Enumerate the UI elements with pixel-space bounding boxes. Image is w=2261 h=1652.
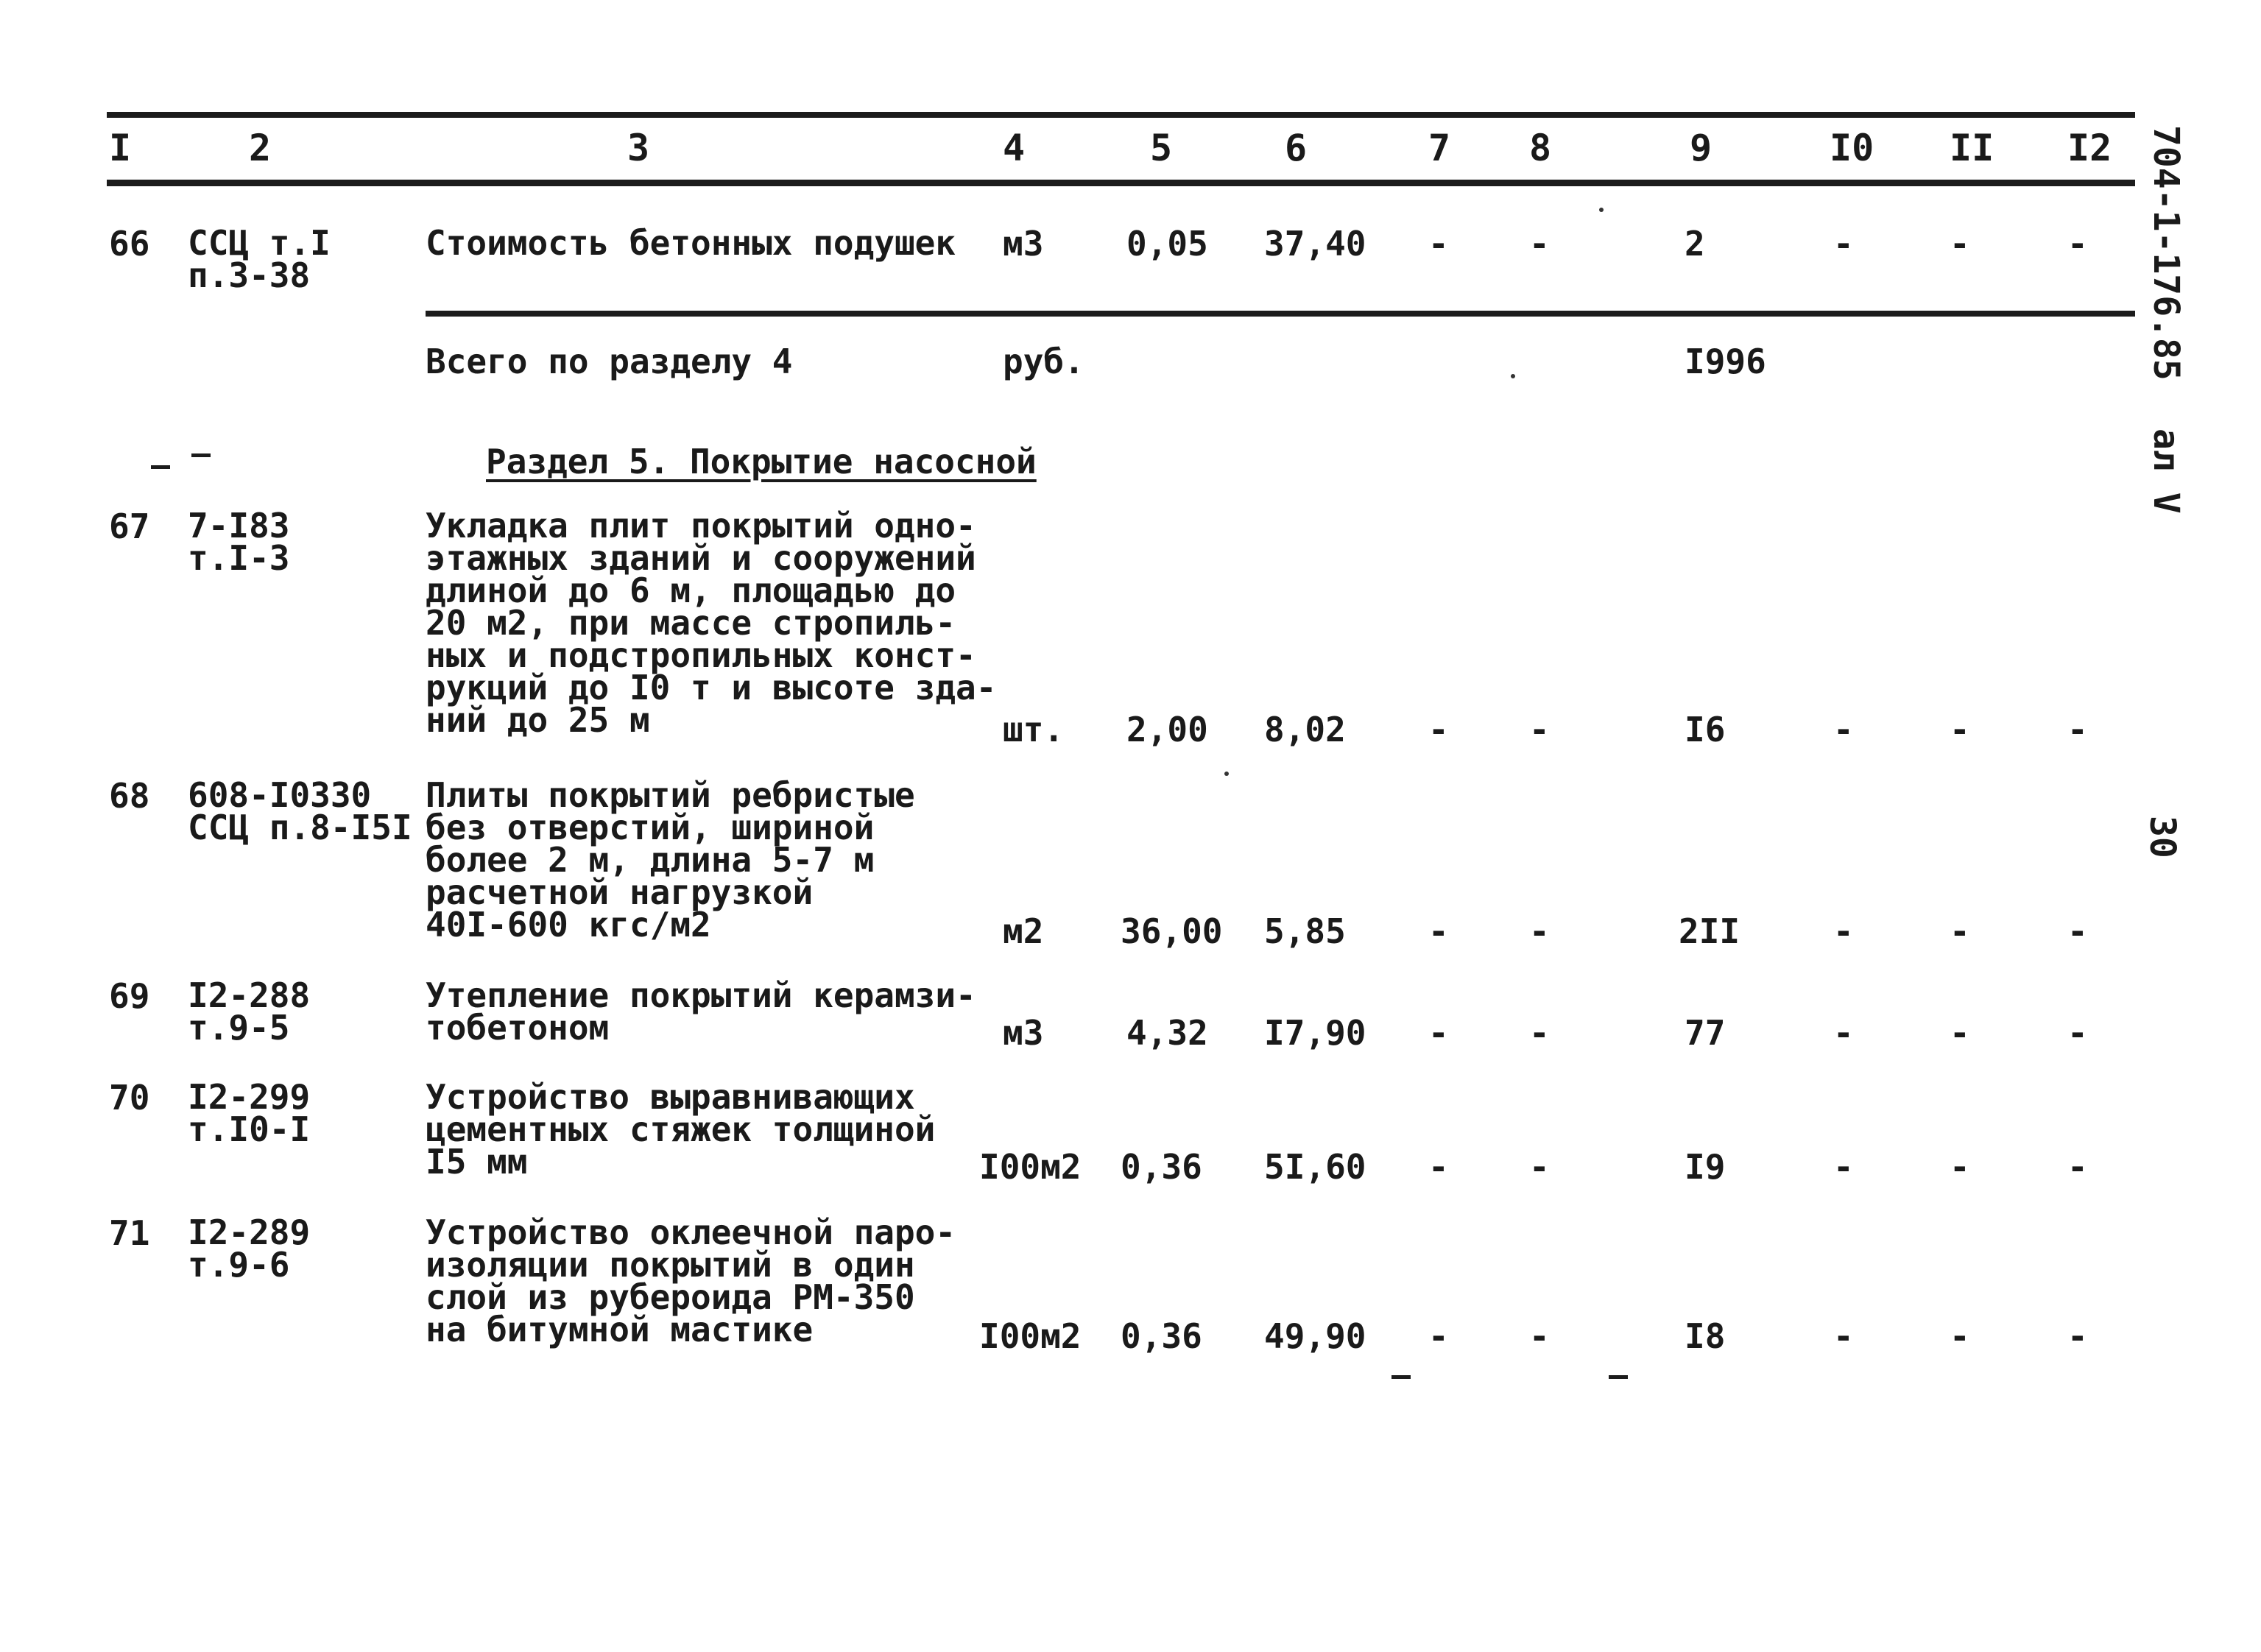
table-top-rule	[107, 112, 2135, 118]
row-qty: 4,32	[1126, 1013, 1208, 1053]
row-number: 68	[109, 776, 150, 816]
row-col8: -	[1529, 710, 1550, 749]
row-col7: -	[1428, 1147, 1449, 1187]
row-total: I6	[1685, 710, 1726, 749]
row-col11: -	[1950, 224, 1970, 264]
row-name: Утепление покрытий керамзи- тобетоном	[426, 975, 976, 1048]
row-col7: -	[1428, 710, 1449, 749]
row-unit: I00м2	[979, 1316, 1082, 1356]
row-number: 66	[109, 224, 150, 264]
row-col10: -	[1833, 911, 1854, 951]
document-stamp: 704-1-176.85	[2145, 125, 2187, 381]
row-col8: -	[1529, 224, 1550, 264]
subtotal-label: Всего по разделу 4	[426, 342, 793, 381]
row-col10: -	[1833, 1316, 1854, 1356]
row-col10: -	[1833, 1147, 1854, 1187]
row-col7: -	[1428, 224, 1449, 264]
row-qty: 0,05	[1126, 224, 1208, 264]
col-header-1: I	[109, 127, 132, 169]
row-unit: м3	[1003, 224, 1044, 264]
row-col11: -	[1950, 1147, 1970, 1187]
row-col8: -	[1529, 1147, 1550, 1187]
row-qty: 36,00	[1121, 911, 1223, 951]
row-col11: -	[1950, 1013, 1970, 1053]
row-col7: -	[1428, 1316, 1449, 1356]
scan-speck	[1599, 208, 1604, 212]
row-name: Плиты покрытий ребристые без отверстий, шириной более 2 м, длина 5-7 м расчетной нагрузкой 40I-600 кгс/м2	[426, 775, 915, 945]
col-header-2: 2	[249, 127, 272, 169]
scan-mark	[1391, 1375, 1411, 1379]
row-price: I7,90	[1264, 1013, 1366, 1053]
col-header-9: 9	[1690, 127, 1712, 169]
row-qty: 0,36	[1121, 1316, 1202, 1356]
row-col10: -	[1833, 1013, 1854, 1053]
row-col8: -	[1529, 1316, 1550, 1356]
row-col11: -	[1950, 710, 1970, 749]
row-col12: -	[2067, 1316, 2088, 1356]
section-title: Раздел 5. Покрытие насосной	[486, 442, 1037, 481]
row-name: Устройство выравнивающих цементных стяжек толщиной I5 мм	[426, 1077, 936, 1182]
row-total: 2	[1685, 224, 1705, 264]
row-code: I2-288 т.9-5	[188, 975, 311, 1048]
row-code: 7-I83 т.I-3	[188, 506, 290, 578]
scan-speck	[1511, 374, 1515, 378]
row-col12: -	[2067, 1013, 2088, 1053]
row-col11: -	[1950, 1316, 1970, 1356]
col-header-3: 3	[627, 127, 650, 169]
scan-mark	[1609, 1375, 1628, 1379]
row-name: Укладка плит покрытий одно- этажных зданий и сооружений длиной до 6 м, площадью до 20 м2, при массе стропиль- ных и подстропильных конст- рукций до I0 т и высоте зда- ний до 25 м	[426, 506, 997, 740]
scan-mark	[191, 453, 211, 457]
col-header-5: 5	[1150, 127, 1173, 169]
row-col7: -	[1428, 911, 1449, 951]
row-number: 70	[109, 1078, 150, 1118]
album-mark: ал V	[2145, 428, 2187, 514]
row-price: 5,85	[1264, 911, 1346, 951]
row-col12: -	[2067, 1147, 2088, 1187]
subtotal-rule	[426, 311, 2135, 317]
row-number: 71	[109, 1213, 150, 1253]
row-col12: -	[2067, 224, 2088, 264]
row-total: I9	[1685, 1147, 1726, 1187]
col-header-11: II	[1950, 127, 1994, 169]
row-code: 608-I0330 ССЦ п.8-I5I	[188, 775, 412, 847]
row-col10: -	[1833, 224, 1854, 264]
row-qty: 2,00	[1126, 710, 1208, 749]
row-name: Стоимость бетонных подушек	[426, 223, 956, 263]
row-price: 8,02	[1264, 710, 1346, 749]
row-code: ССЦ т.I п.3-38	[188, 223, 331, 295]
page-number: 30	[2142, 816, 2183, 858]
col-header-6: 6	[1285, 127, 1308, 169]
col-header-12: I2	[2067, 127, 2112, 169]
row-code: I2-289 т.9-6	[188, 1212, 311, 1285]
row-unit: м3	[1003, 1013, 1044, 1053]
row-number: 69	[109, 976, 150, 1016]
subtotal-total: I996	[1685, 342, 1766, 381]
row-unit: I00м2	[979, 1147, 1082, 1187]
row-qty: 0,36	[1121, 1147, 1202, 1187]
row-col10: -	[1833, 710, 1854, 749]
header-bottom-rule	[107, 180, 2135, 186]
row-price: 37,40	[1264, 224, 1366, 264]
row-unit: шт.	[1003, 710, 1065, 749]
row-col12: -	[2067, 911, 2088, 951]
row-code: I2-299 т.I0-I	[188, 1077, 311, 1149]
col-header-8: 8	[1529, 127, 1552, 169]
col-header-7: 7	[1428, 127, 1451, 169]
row-total: I8	[1685, 1316, 1726, 1356]
row-number: 67	[109, 506, 150, 546]
row-col12: -	[2067, 710, 2088, 749]
col-header-4: 4	[1003, 127, 1026, 169]
row-name: Устройство оклеечной паро- изоляции покрытий в один слой из рубероида РМ-350 на битумной мастике	[426, 1212, 956, 1349]
row-col11: -	[1950, 911, 1970, 951]
row-col8: -	[1529, 1013, 1550, 1053]
col-header-10: I0	[1830, 127, 1874, 169]
row-price: 49,90	[1264, 1316, 1366, 1356]
row-col7: -	[1428, 1013, 1449, 1053]
row-total: 77	[1685, 1013, 1726, 1053]
scan-mark	[151, 465, 170, 469]
row-price: 5I,60	[1264, 1147, 1366, 1187]
row-total: 2II	[1679, 911, 1740, 951]
row-unit: м2	[1003, 911, 1044, 951]
row-col8: -	[1529, 911, 1550, 951]
scan-speck	[1224, 772, 1229, 776]
subtotal-unit: руб.	[1003, 342, 1084, 381]
